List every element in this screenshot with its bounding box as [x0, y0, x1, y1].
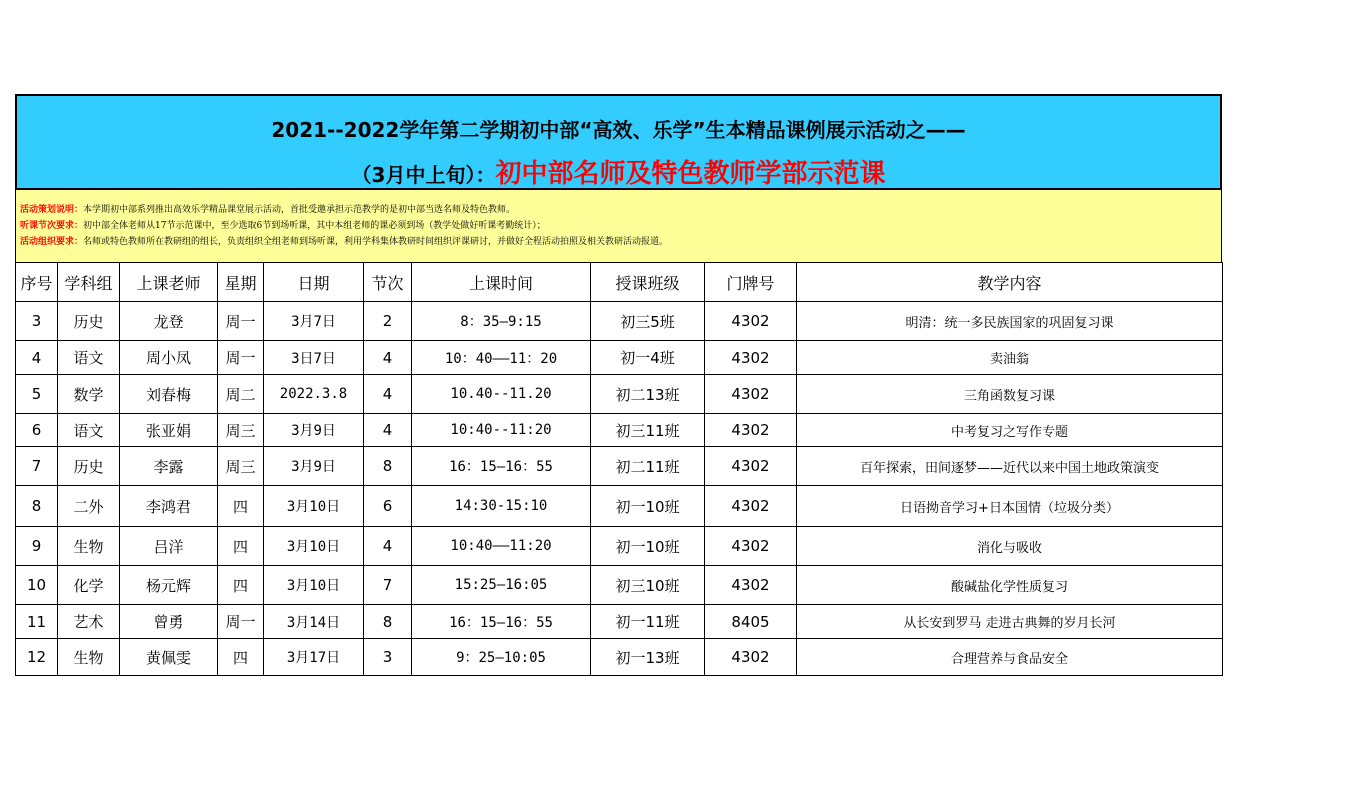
cell-weekday: 周二	[218, 375, 264, 414]
cell-content: 合理营养与食品安全	[797, 639, 1223, 676]
title-date-range: （3月中上旬）：	[351, 163, 496, 187]
cell-subject: 化学	[58, 566, 120, 605]
cell-date: 3月14日	[264, 605, 364, 639]
cell-date: 3月9日	[264, 447, 364, 486]
cell-class: 初一13班	[591, 639, 705, 676]
table-row	[16, 375, 1223, 414]
cell-weekday: 四	[218, 566, 264, 605]
cell-teacher: 吕洋	[120, 527, 218, 566]
cell-teacher: 刘春梅	[120, 375, 218, 414]
cell-date: 3月7日	[264, 302, 364, 341]
cell-period: 4	[364, 341, 412, 375]
cell-date: 3月10日	[264, 566, 364, 605]
note-organization: 活动组织要求：名师或特色教师所在教研组的组长，负责组织全组老师到场听课，利用学科集体教研时间组织评课研讨，并做好全程活动拍照及相关教研活动报道。	[20, 237, 669, 247]
header-time: 上课时间	[412, 263, 591, 302]
table-header-row	[16, 263, 1223, 302]
cell-period: 8	[364, 605, 412, 639]
note-planning: 活动策划说明：本学期初中部系列推出高效乐学精品课堂展示活动，首批受邀承担示范教学的是初中部当选名师及特色教师。	[20, 205, 516, 215]
cell-index: 8	[16, 486, 58, 527]
cell-weekday: 四	[218, 486, 264, 527]
cell-weekday: 周一	[218, 302, 264, 341]
cell-date: 3月10日	[264, 486, 364, 527]
table-row	[16, 447, 1223, 486]
header-room: 门牌号	[705, 263, 797, 302]
cell-time: 10:40--11:20	[412, 414, 591, 447]
cell-period: 4	[364, 527, 412, 566]
cell-room: 4302	[705, 639, 797, 676]
header-content: 教学内容	[797, 263, 1223, 302]
header-index: 序号	[16, 263, 58, 302]
cell-subject: 语文	[58, 414, 120, 447]
title-line-2	[17, 153, 1220, 190]
cell-teacher: 黄佩雯	[120, 639, 218, 676]
cell-index: 11	[16, 605, 58, 639]
cell-weekday: 四	[218, 527, 264, 566]
title-line-1: 2021--2022学年第二学期初中部“高效、乐学”生本精品课例展示活动之——	[271, 118, 966, 142]
cell-class: 初一11班	[591, 605, 705, 639]
cell-subject: 语文	[58, 341, 120, 375]
header-teacher: 上课老师	[120, 263, 218, 302]
cell-time: 10：40——11：20	[412, 341, 591, 375]
cell-index: 3	[16, 302, 58, 341]
cell-index: 5	[16, 375, 58, 414]
cell-index: 12	[16, 639, 58, 676]
cell-index: 7	[16, 447, 58, 486]
cell-teacher: 周小凤	[120, 341, 218, 375]
header-class: 授课班级	[591, 263, 705, 302]
cell-time: 14:30-15:10	[412, 486, 591, 527]
cell-teacher: 张亚娟	[120, 414, 218, 447]
cell-class: 初一10班	[591, 486, 705, 527]
cell-content: 卖油翁	[797, 341, 1223, 375]
cell-class: 初二13班	[591, 375, 705, 414]
cell-room: 4302	[705, 375, 797, 414]
cell-room: 4302	[705, 302, 797, 341]
schedule-sheet	[15, 94, 1222, 676]
cell-room: 4302	[705, 341, 797, 375]
cell-room: 4302	[705, 566, 797, 605]
table-row	[16, 639, 1223, 676]
cell-date: 2022.3.8	[264, 375, 364, 414]
cell-weekday: 周一	[218, 605, 264, 639]
cell-subject: 历史	[58, 447, 120, 486]
cell-time: 10.40--11.20	[412, 375, 591, 414]
cell-index: 10	[16, 566, 58, 605]
cell-teacher: 杨元辉	[120, 566, 218, 605]
cell-period: 4	[364, 414, 412, 447]
cell-period: 2	[364, 302, 412, 341]
header-subject: 学科组	[58, 263, 120, 302]
cell-weekday: 周一	[218, 341, 264, 375]
cell-class: 初三5班	[591, 302, 705, 341]
cell-teacher: 曾勇	[120, 605, 218, 639]
header-period: 节次	[364, 263, 412, 302]
cell-subject: 生物	[58, 639, 120, 676]
cell-content: 中考复习之写作专题	[797, 414, 1223, 447]
cell-subject: 艺术	[58, 605, 120, 639]
table-row	[16, 605, 1223, 639]
cell-date: 3月10日	[264, 527, 364, 566]
cell-class: 初二11班	[591, 447, 705, 486]
cell-time: 8：35—9:15	[412, 302, 591, 341]
header-weekday: 星期	[218, 263, 264, 302]
cell-weekday: 周三	[218, 414, 264, 447]
header-date: 日期	[264, 263, 364, 302]
cell-weekday: 周三	[218, 447, 264, 486]
cell-period: 3	[364, 639, 412, 676]
cell-time: 9：25—10:05	[412, 639, 591, 676]
cell-time: 15:25—16:05	[412, 566, 591, 605]
cell-index: 9	[16, 527, 58, 566]
cell-content: 明清：统一多民族国家的巩固复习课	[797, 302, 1223, 341]
activity-notes	[15, 190, 1222, 262]
cell-room: 4302	[705, 527, 797, 566]
cell-teacher: 李鸿君	[120, 486, 218, 527]
cell-date: 3日7日	[264, 341, 364, 375]
cell-teacher: 李露	[120, 447, 218, 486]
cell-content: 日语拗音学习+日本国情（垃圾分类）	[797, 486, 1223, 527]
cell-date: 3月17日	[264, 639, 364, 676]
cell-class: 初一10班	[591, 527, 705, 566]
cell-class: 初一4班	[591, 341, 705, 375]
table-row	[16, 414, 1223, 447]
cell-room: 4302	[705, 414, 797, 447]
cell-period: 7	[364, 566, 412, 605]
cell-class: 初三11班	[591, 414, 705, 447]
cell-content: 消化与吸收	[797, 527, 1223, 566]
cell-subject: 生物	[58, 527, 120, 566]
cell-room: 4302	[705, 486, 797, 527]
table-row	[16, 486, 1223, 527]
cell-class: 初三10班	[591, 566, 705, 605]
cell-period: 6	[364, 486, 412, 527]
title-banner	[15, 94, 1222, 190]
cell-teacher: 龙登	[120, 302, 218, 341]
cell-content: 百年探索，田间逐梦——近代以来中国土地政策演变	[797, 447, 1223, 486]
cell-period: 4	[364, 375, 412, 414]
cell-subject: 历史	[58, 302, 120, 341]
note-attendance: 听课节次要求：初中部全体老师从17节示范课中，至少选取6节到场听课，其中本组老师的课必须到场（教学处做好听课考勤统计）；	[20, 221, 546, 231]
cell-index: 6	[16, 414, 58, 447]
cell-date: 3月9日	[264, 414, 364, 447]
cell-room: 4302	[705, 447, 797, 486]
cell-time: 16：15—16：55	[412, 605, 591, 639]
table-row	[16, 527, 1223, 566]
title-highlight: 初中部名师及特色教师学部示范课	[495, 159, 886, 189]
cell-weekday: 四	[218, 639, 264, 676]
cell-time: 10:40——11:20	[412, 527, 591, 566]
table-row	[16, 302, 1223, 341]
schedule-table	[15, 262, 1223, 676]
table-row	[16, 341, 1223, 375]
cell-time: 16：15—16：55	[412, 447, 591, 486]
cell-subject: 数学	[58, 375, 120, 414]
cell-content: 从长安到罗马 走进古典舞的岁月长河	[797, 605, 1223, 639]
cell-content: 三角函数复习课	[797, 375, 1223, 414]
cell-period: 8	[364, 447, 412, 486]
cell-content: 酸碱盐化学性质复习	[797, 566, 1223, 605]
cell-index: 4	[16, 341, 58, 375]
cell-room: 8405	[705, 605, 797, 639]
cell-subject: 二外	[58, 486, 120, 527]
table-row	[16, 566, 1223, 605]
